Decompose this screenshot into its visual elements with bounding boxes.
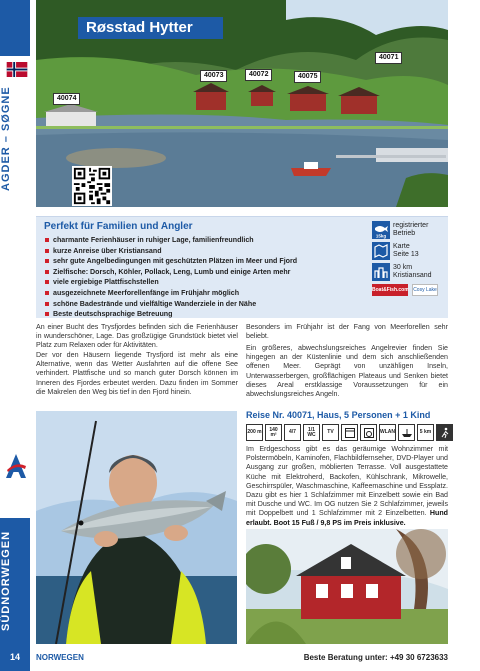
- registered-text: registrierter Betrieb: [393, 222, 429, 237]
- region-label: AGDER – SØGNE: [0, 86, 12, 192]
- city-distance-icon: [372, 263, 390, 281]
- registered-fish-icon: [372, 221, 390, 239]
- registered-row: [372, 221, 444, 239]
- distance-value: 30 km: [393, 264, 413, 271]
- washer-icon: [360, 424, 377, 441]
- list-item: charmante Ferienhäuser in ruhiger Lage, familienfreundlich: [44, 235, 366, 246]
- dishwasher-icon: [341, 424, 358, 441]
- qr-code-icon[interactable]: [72, 166, 112, 206]
- hero-photo: [36, 0, 448, 207]
- wifi-icon: WLAN: [379, 424, 396, 441]
- listing-description-bold: Hund erlaubt. Boot 15 Fuß / 9,8 PS im Preis inklusive.: [246, 509, 448, 527]
- house-label: 40074: [53, 93, 80, 105]
- house-label: 40075: [294, 71, 321, 83]
- highlights-heading: Perfekt für Familien und Angler: [44, 221, 193, 232]
- spring-paragraph: Besonders im Frühjahr ist der Fang von Meerforellen sehr beliebt.: [246, 323, 448, 341]
- distance-row: [372, 263, 444, 281]
- house-photo: [246, 529, 448, 644]
- highlights-side-column: [372, 221, 444, 296]
- boat-distance-icon: 5 km: [417, 424, 434, 441]
- map-label: Karte: [393, 243, 410, 250]
- rooms-icon: 4/7: [284, 424, 301, 441]
- angler-with-fish-image: [36, 411, 237, 644]
- registered-badge-text: 15kg: [375, 233, 387, 239]
- list-item: schöne Badestrände und vielfältige Wanderziele in der Nähe: [44, 299, 366, 310]
- fjord-paragraph: Der vor den Häusern liegende Trysfjord ist mehr als eine Alternative, wenn das Wetter Ausfahrten auf die offene See verhindert. Plattfische und so manch guter Dorsch können im Inneren des Fjordes erbeutet werden. Dazu finden im Sommer die Makrelen den Weg bis tief in den Fjord hinein.: [36, 351, 238, 396]
- angler-photo: [36, 411, 237, 644]
- highlights-list: [44, 235, 366, 320]
- tv-icon: TV: [322, 424, 339, 441]
- intro-paragraph: An einer Bucht des Trysfjordes befinden sich die Ferienhäuser in wunderschöner, Lage. Das großzügige Grundstück bietet viel Platz zum Relaxen oder für Aktivitäten.: [36, 323, 238, 350]
- sidebar-top-bar: [0, 0, 30, 56]
- list-item: Beste deutschsprachige Betreuung: [44, 309, 366, 320]
- house-label: 40071: [375, 52, 402, 64]
- brand-logo-icon: [3, 452, 29, 482]
- list-item: Zielfische: Dorsch, Köhler, Pollack, Leng, Lumb und einige Arten mehr: [44, 267, 366, 278]
- partner-logo-1: Boat&Fish.com: [372, 284, 408, 296]
- listing-description: [246, 445, 448, 528]
- list-item: viele ergiebige Plattfischstellen: [44, 277, 366, 288]
- country-side-label: SÜDNORWEGEN: [0, 530, 12, 632]
- partner-logos: [372, 284, 444, 296]
- footer-contact: Beste Beratung unter: +49 30 6723633: [303, 653, 448, 662]
- distance-info: [393, 264, 432, 280]
- map-page: Seite 13: [393, 251, 419, 258]
- listing-description-text: Im Erdgeschoss gibt es das geräumige Wohnzimmer mit Polstermöbeln, Kaminofen, Flachbildfernseher, DVD-Player und Ausgang zur großen, möblierten Terrasse. Voll ausgestattete Küche mit Elektroherd, Backofen, Kühlschrank, Mikrowelle, Geschirrspüler, Waschmaschine, Kaffeemaschine und Essplatz. Dazu gibt es hier 1 Schlafzimmer mit Einzelbett sowie ein Bad mit Dusche und WC. Im OG nutzen Sie 2 Schlafzimmer, jeweils mit Doppelbett und 1 Schlafzimmer mit 2 Einzelbetten.: [246, 445, 448, 518]
- list-item: sehr gute Angelbedingungen mit geschützten Plätzen im Meer und Fjord: [44, 256, 366, 267]
- property-title: Røsstad Hytter: [78, 17, 223, 39]
- house-label: 40072: [245, 69, 272, 81]
- page-number: 14: [0, 644, 30, 671]
- distance-icon: 200 m: [246, 424, 263, 441]
- norway-flag-icon: [5, 62, 29, 77]
- area-icon: 140 m²: [265, 424, 282, 441]
- highlights-box: [36, 216, 448, 318]
- listing-title: Reise Nr. 40071, Haus, 5 Personen + 1 Kind: [246, 410, 431, 420]
- sidebar: [0, 0, 30, 671]
- map-row: [372, 242, 444, 260]
- coast-paragraph: Ein größeres, abwechslungsreiches Angelrevier finden Sie hingegen an der Küstenlinie und dem sich anschließenden offenen Meer. Geprägt von unzähligen Inseln, Unterwasserbergen, großflächigen Plateaus und Senken bietet dieses Areal erstklassige Voraussetzungen für ein abwechslungsreiches Angeln.: [246, 344, 448, 399]
- list-item: kurze Anreise über Kristiansand: [44, 246, 366, 257]
- distance-place: Kristiansand: [393, 272, 432, 279]
- boat-icon: [398, 424, 415, 441]
- hiking-icon: [436, 424, 453, 441]
- map-icon: [372, 242, 390, 260]
- map-reference: [393, 243, 419, 259]
- partner-logo-2: Cosy Lake: [412, 284, 438, 296]
- red-house-image: [246, 529, 448, 644]
- house-label: 40073: [200, 70, 227, 82]
- footer-country: NORWEGEN: [36, 653, 84, 662]
- bath-icon: 1/1 WC: [303, 424, 320, 441]
- amenity-icons: [246, 424, 453, 441]
- list-item: ausgezeichnete Meerforellenfänge im Frühjahr möglich: [44, 288, 366, 299]
